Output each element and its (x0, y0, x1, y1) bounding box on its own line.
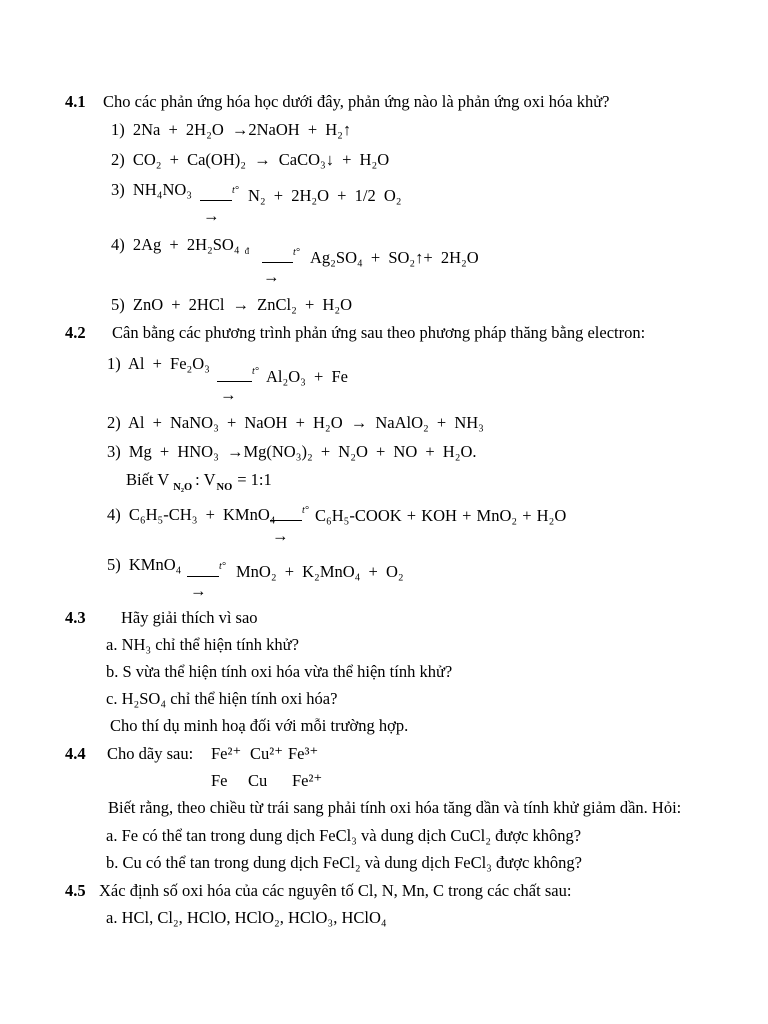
reaction-condition: t° (293, 247, 300, 258)
problem-number: 4.2 (65, 323, 86, 342)
reaction-condition-block (187, 562, 231, 582)
problem-prompt: Xác định số oxi hóa của các nguyên tố Cl, N, Mn, C trong các chất sau: (99, 881, 572, 900)
reaction-equation: 3) Mg + HNO₃ →Mg(NO₃)₂ + N₂O + NO + H₂O. (107, 442, 477, 461)
question-closing: Cho thí dụ minh hoạ đối với mỗi trường hợp. (110, 716, 409, 735)
series-reductant: Fe²⁺ (292, 771, 323, 790)
series-oxidant: Fe²⁺ (211, 744, 242, 763)
reaction-condition-block (262, 248, 306, 268)
question-item: a. HCl, Cl₂, HClO, HClO₂, HClO₃, HClO₄ (106, 908, 387, 927)
reaction-reactants: 3) NH₄NO₃ (111, 180, 193, 199)
note-ratio: = 1:1 (237, 470, 272, 489)
reaction-products: N₂ + 2H₂O + 1/2 O₂ (248, 186, 402, 205)
volume-ratio-note (126, 470, 272, 493)
reaction-reactants (111, 235, 249, 255)
reaction-arrow: → (220, 385, 237, 404)
reaction-condition: t° (232, 185, 239, 196)
reaction-arrow: → (190, 581, 207, 600)
reaction-reactants-text: 4) 2Ag + 2H₂SO₄ (111, 235, 240, 254)
series-reductant: Fe (211, 771, 228, 790)
note-prefix: Biết V (126, 470, 170, 489)
reaction-equation: 2) CO₂ + Ca(OH)₂ → CaCO₃↓ + H₂O (111, 150, 390, 169)
problem-prompt: Cho dãy sau: (107, 744, 194, 763)
reaction-condition-bar (262, 262, 293, 263)
problem-prompt: Cho các phản ứng hóa học dưới đây, phản ứng nào là phản ứng oxi hóa khử? (103, 92, 610, 111)
reaction-products: C₆H₅-COOK + KOH + MnO₂ + H₂O (315, 506, 567, 525)
note-subscript-n2o: N₂O (173, 482, 193, 493)
reaction-equation: 1) 2Na + 2H₂O →2NaOH + H₂↑ (111, 120, 352, 139)
series-reductant: Cu (248, 771, 268, 790)
reaction-condition-bar (270, 520, 302, 521)
question-item: b. Cu có thể tan trong dung dịch FeCl₂ và dung dịch FeCl₃ được không? (106, 853, 582, 872)
problem-number: 4.5 (65, 881, 86, 900)
reaction-condition-block (270, 506, 314, 526)
reaction-equation: 2) Al + NaNO₃ + NaOH + H₂O → NaAlO₂ + NH₃ (107, 413, 484, 432)
reaction-reactants: 1) Al + Fe₂O₃ (107, 354, 210, 373)
reaction-arrow: → (263, 267, 280, 286)
reaction-condition-block (200, 186, 244, 206)
problem-prompt: Cân bằng các phương trình phản ứng sau theo phương pháp thăng bằng electron: (112, 323, 646, 342)
question-item: b. S vừa thể hiện tính oxi hóa vừa thể hiện tính khử? (106, 662, 453, 681)
reaction-condition: t° (219, 561, 226, 572)
reaction-arrow: → (203, 206, 220, 225)
problem-number: 4.3 (65, 608, 86, 627)
problem-number: 4.4 (65, 744, 86, 763)
reaction-condition-bar (187, 576, 219, 577)
reaction-condition-bar (217, 381, 252, 382)
series-oxidant: Fe³⁺ (288, 744, 319, 763)
reaction-products: MnO₂ + K₂MnO₄ + O₂ (236, 562, 404, 581)
reaction-condition: t° (302, 505, 309, 516)
reaction-products: Al₂O₃ + Fe (266, 367, 348, 386)
concentrated-marker: đ (244, 246, 250, 256)
question-item: c. H₂SO₄ chỉ thể hiện tính oxi hóa? (106, 689, 338, 708)
reaction-condition-block (217, 367, 265, 387)
series-oxidant: Cu²⁺ (250, 744, 283, 763)
reaction-condition-bar (200, 200, 232, 201)
problem-statement: Biết rằng, theo chiều từ trái sang phải tính oxi hóa tăng dần và tính khử giảm dần. Hỏi: (108, 798, 682, 817)
reaction-products: Ag₂SO₄ + SO₂↑+ 2H₂O (310, 248, 479, 267)
reaction-equation: 5) ZnO + 2HCl → ZnCl₂ + H₂O (111, 295, 352, 314)
problem-number: 4.1 (65, 92, 86, 111)
question-item: a. Fe có thể tan trong dung dịch FeCl₃ và dung dịch CuCl₂ được không? (106, 826, 582, 845)
reaction-condition: t° (252, 366, 259, 377)
note-subscript-no: NO (216, 482, 233, 493)
problem-prompt: Hãy giải thích vì sao (121, 608, 258, 627)
question-item: a. NH₃ chỉ thể hiện tính khử? (106, 635, 299, 654)
reaction-reactants: 5) KMnO₄ (107, 555, 182, 574)
reaction-reactants: 4) C₆H₅-CH₃ + KMnO₄ (107, 505, 276, 524)
reaction-arrow: → (272, 526, 289, 545)
note-separator: : V (195, 470, 216, 489)
